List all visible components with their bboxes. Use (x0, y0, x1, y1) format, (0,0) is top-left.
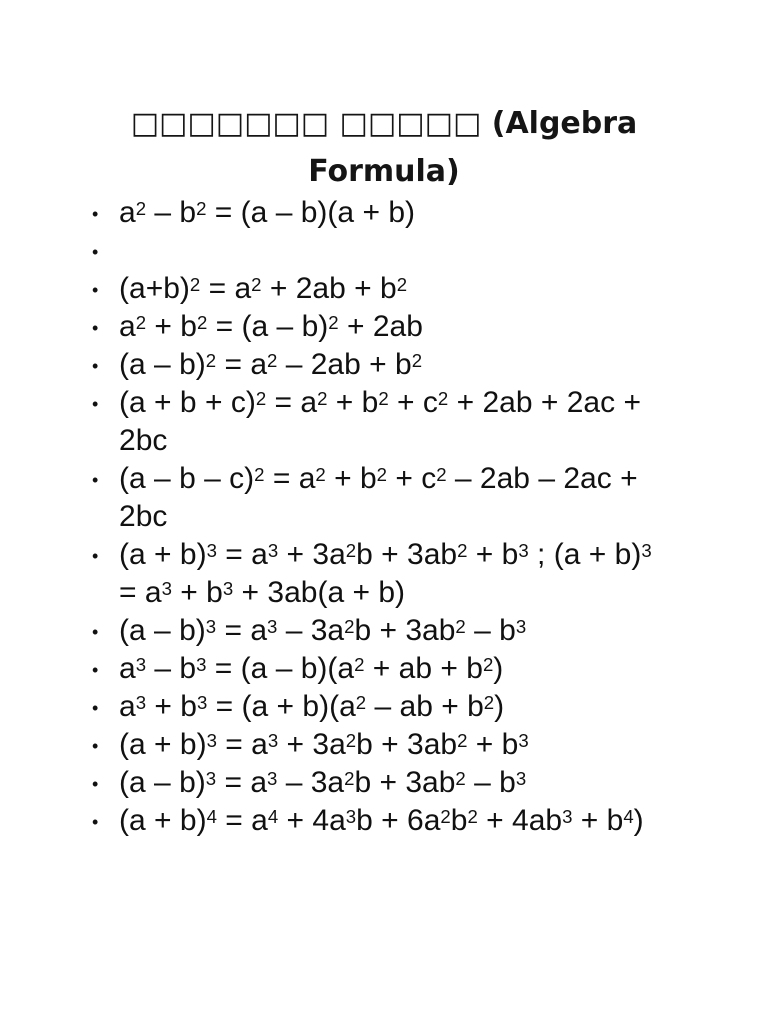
exponent: 2 (254, 464, 265, 486)
bullet-icon: • (92, 812, 99, 832)
exponent: 3 (267, 616, 278, 638)
bullet-icon: • (92, 736, 99, 756)
formula-text: $a^2 + b^2 = (a - b)^2 + 2ab$ (119, 310, 423, 343)
exponent: 2 (378, 388, 389, 410)
exponent: 2 (315, 464, 326, 486)
exponent: 3 (267, 768, 278, 790)
exponent: 3 (518, 730, 529, 752)
exponent: 2 (457, 540, 468, 562)
exponent: 4 (206, 806, 217, 828)
exponent: 2 (344, 768, 355, 790)
bullet-icon: • (92, 394, 99, 414)
list-item (0, 802, 768, 840)
exponent: 2 (344, 616, 355, 638)
list-item (0, 384, 768, 460)
bullet-icon: • (92, 280, 99, 300)
formula-text: $(a+b)^2 = a^2 + 2ab + b^2$ (119, 272, 408, 305)
exponent: 4 (267, 806, 279, 828)
exponent: 3 (515, 768, 527, 790)
formula-list (0, 194, 768, 840)
exponent: 2 (345, 540, 357, 562)
list-item (0, 232, 768, 270)
exponent: 2 (135, 198, 147, 220)
bullet-icon: • (92, 242, 99, 262)
formula-text: $(a + b)^3 = a^3 + 3a^2b + 3ab^2 + b^3$ (119, 728, 529, 761)
exponent: 2 (355, 692, 367, 714)
page-title: □□□□□□□ □□□□□ (Algebra Formula) (130, 106, 638, 189)
exponent: 3 (205, 616, 217, 638)
exponent: 2 (483, 692, 495, 714)
exponent: 3 (196, 654, 207, 676)
exponent: 2 (135, 312, 147, 334)
exponent: 4 (623, 806, 634, 828)
exponent: 3 (135, 654, 147, 676)
exponent: 2 (196, 198, 207, 220)
list-item (0, 726, 768, 764)
exponent: 2 (455, 768, 466, 790)
formula-text: $(a + b)^4 = a^4 + 4a^3b + 6a^2b^2 + 4ab^3 + b^4$) (119, 804, 644, 837)
exponent: 3 (267, 540, 279, 562)
exponent: 3 (205, 768, 217, 790)
exponent: 2 (251, 274, 262, 296)
list-item (0, 650, 768, 688)
formula-text: $(a - b - c)^2 = a^2 + b^2 + c^2 - 2ab - 2ac + 2bc$ (119, 462, 638, 533)
list-item (0, 308, 768, 346)
exponent: 2 (317, 388, 328, 410)
exponent: 3 (515, 616, 527, 638)
exponent: 2 (328, 312, 339, 334)
exponent: 3 (222, 578, 234, 600)
bullet-icon: • (92, 546, 99, 566)
exponent: 3 (267, 730, 279, 752)
bullet-icon: • (92, 470, 99, 490)
list-item (0, 460, 768, 536)
exponent: 3 (518, 540, 529, 562)
exponent: 2 (354, 654, 365, 676)
exponent: 2 (440, 806, 451, 828)
list-item (0, 764, 768, 802)
formula-text: $(a + b)^3 = a^3 + 3a^2b + 3ab^2 + b^3$ ; $(a + b)^3 = a^3 + b^3 + 3ab(a + b)$ (119, 538, 652, 609)
formula-text: $a^3 - b^3 = (a - b)(a^2$ + ab + $b^2$) (119, 652, 504, 685)
exponent: 2 (376, 464, 387, 486)
exponent: 2 (455, 616, 466, 638)
formula-text: $(a - b)^2 = a^2 - 2ab + b^2$ (119, 348, 423, 381)
exponent: 2 (267, 350, 278, 372)
exponent: 2 (189, 274, 201, 296)
exponent: 2 (411, 350, 423, 372)
formula-text: $(a - b)^3 = a^3 - 3a^2b + 3ab^2 - b^3$ (119, 766, 527, 799)
bullet-icon: • (92, 698, 99, 718)
exponent: 3 (196, 692, 208, 714)
bullet-icon: • (92, 774, 99, 794)
formula-text: $a^2 - b^2 = (a - b)(a + b)$ (119, 196, 415, 229)
exponent: 3 (562, 806, 573, 828)
exponent: 2 (205, 350, 217, 372)
formula-text: $(a + b + c)^2 = a^2 + b^2 + c^2 + 2ab + 2ac + 2bc$ (119, 386, 641, 457)
list-item (0, 536, 768, 612)
exponent: 2 (396, 274, 408, 296)
exponent: 2 (196, 312, 208, 334)
exponent: 2 (436, 464, 447, 486)
exponent: 3 (345, 806, 357, 828)
bullet-icon: • (92, 356, 99, 376)
exponent: 3 (135, 692, 147, 714)
exponent: 2 (467, 806, 478, 828)
exponent: 2 (255, 388, 267, 410)
formula-text: $(a - b)^3 = a^3 - 3a^2b + 3ab^2 - b^3$ (119, 614, 527, 647)
bullet-icon: • (92, 318, 99, 338)
bullet-icon: • (92, 204, 99, 224)
exponent: 2 (482, 654, 494, 676)
exponent: 2 (457, 730, 468, 752)
list-item (0, 346, 768, 384)
exponent: 3 (206, 540, 217, 562)
exponent: 3 (641, 540, 652, 562)
list-item (0, 688, 768, 726)
exponent: 3 (206, 730, 217, 752)
list-item (0, 612, 768, 650)
formula-text: $a^3 + b^3 = (a + b)(a^2$ – ab + $b^2$) (119, 690, 505, 723)
list-item (0, 270, 768, 308)
bullet-icon: • (92, 622, 99, 642)
list-item (0, 194, 768, 232)
exponent: 2 (437, 388, 449, 410)
exponent: 3 (161, 578, 172, 600)
bullet-icon: • (92, 660, 99, 680)
exponent: 2 (345, 730, 357, 752)
